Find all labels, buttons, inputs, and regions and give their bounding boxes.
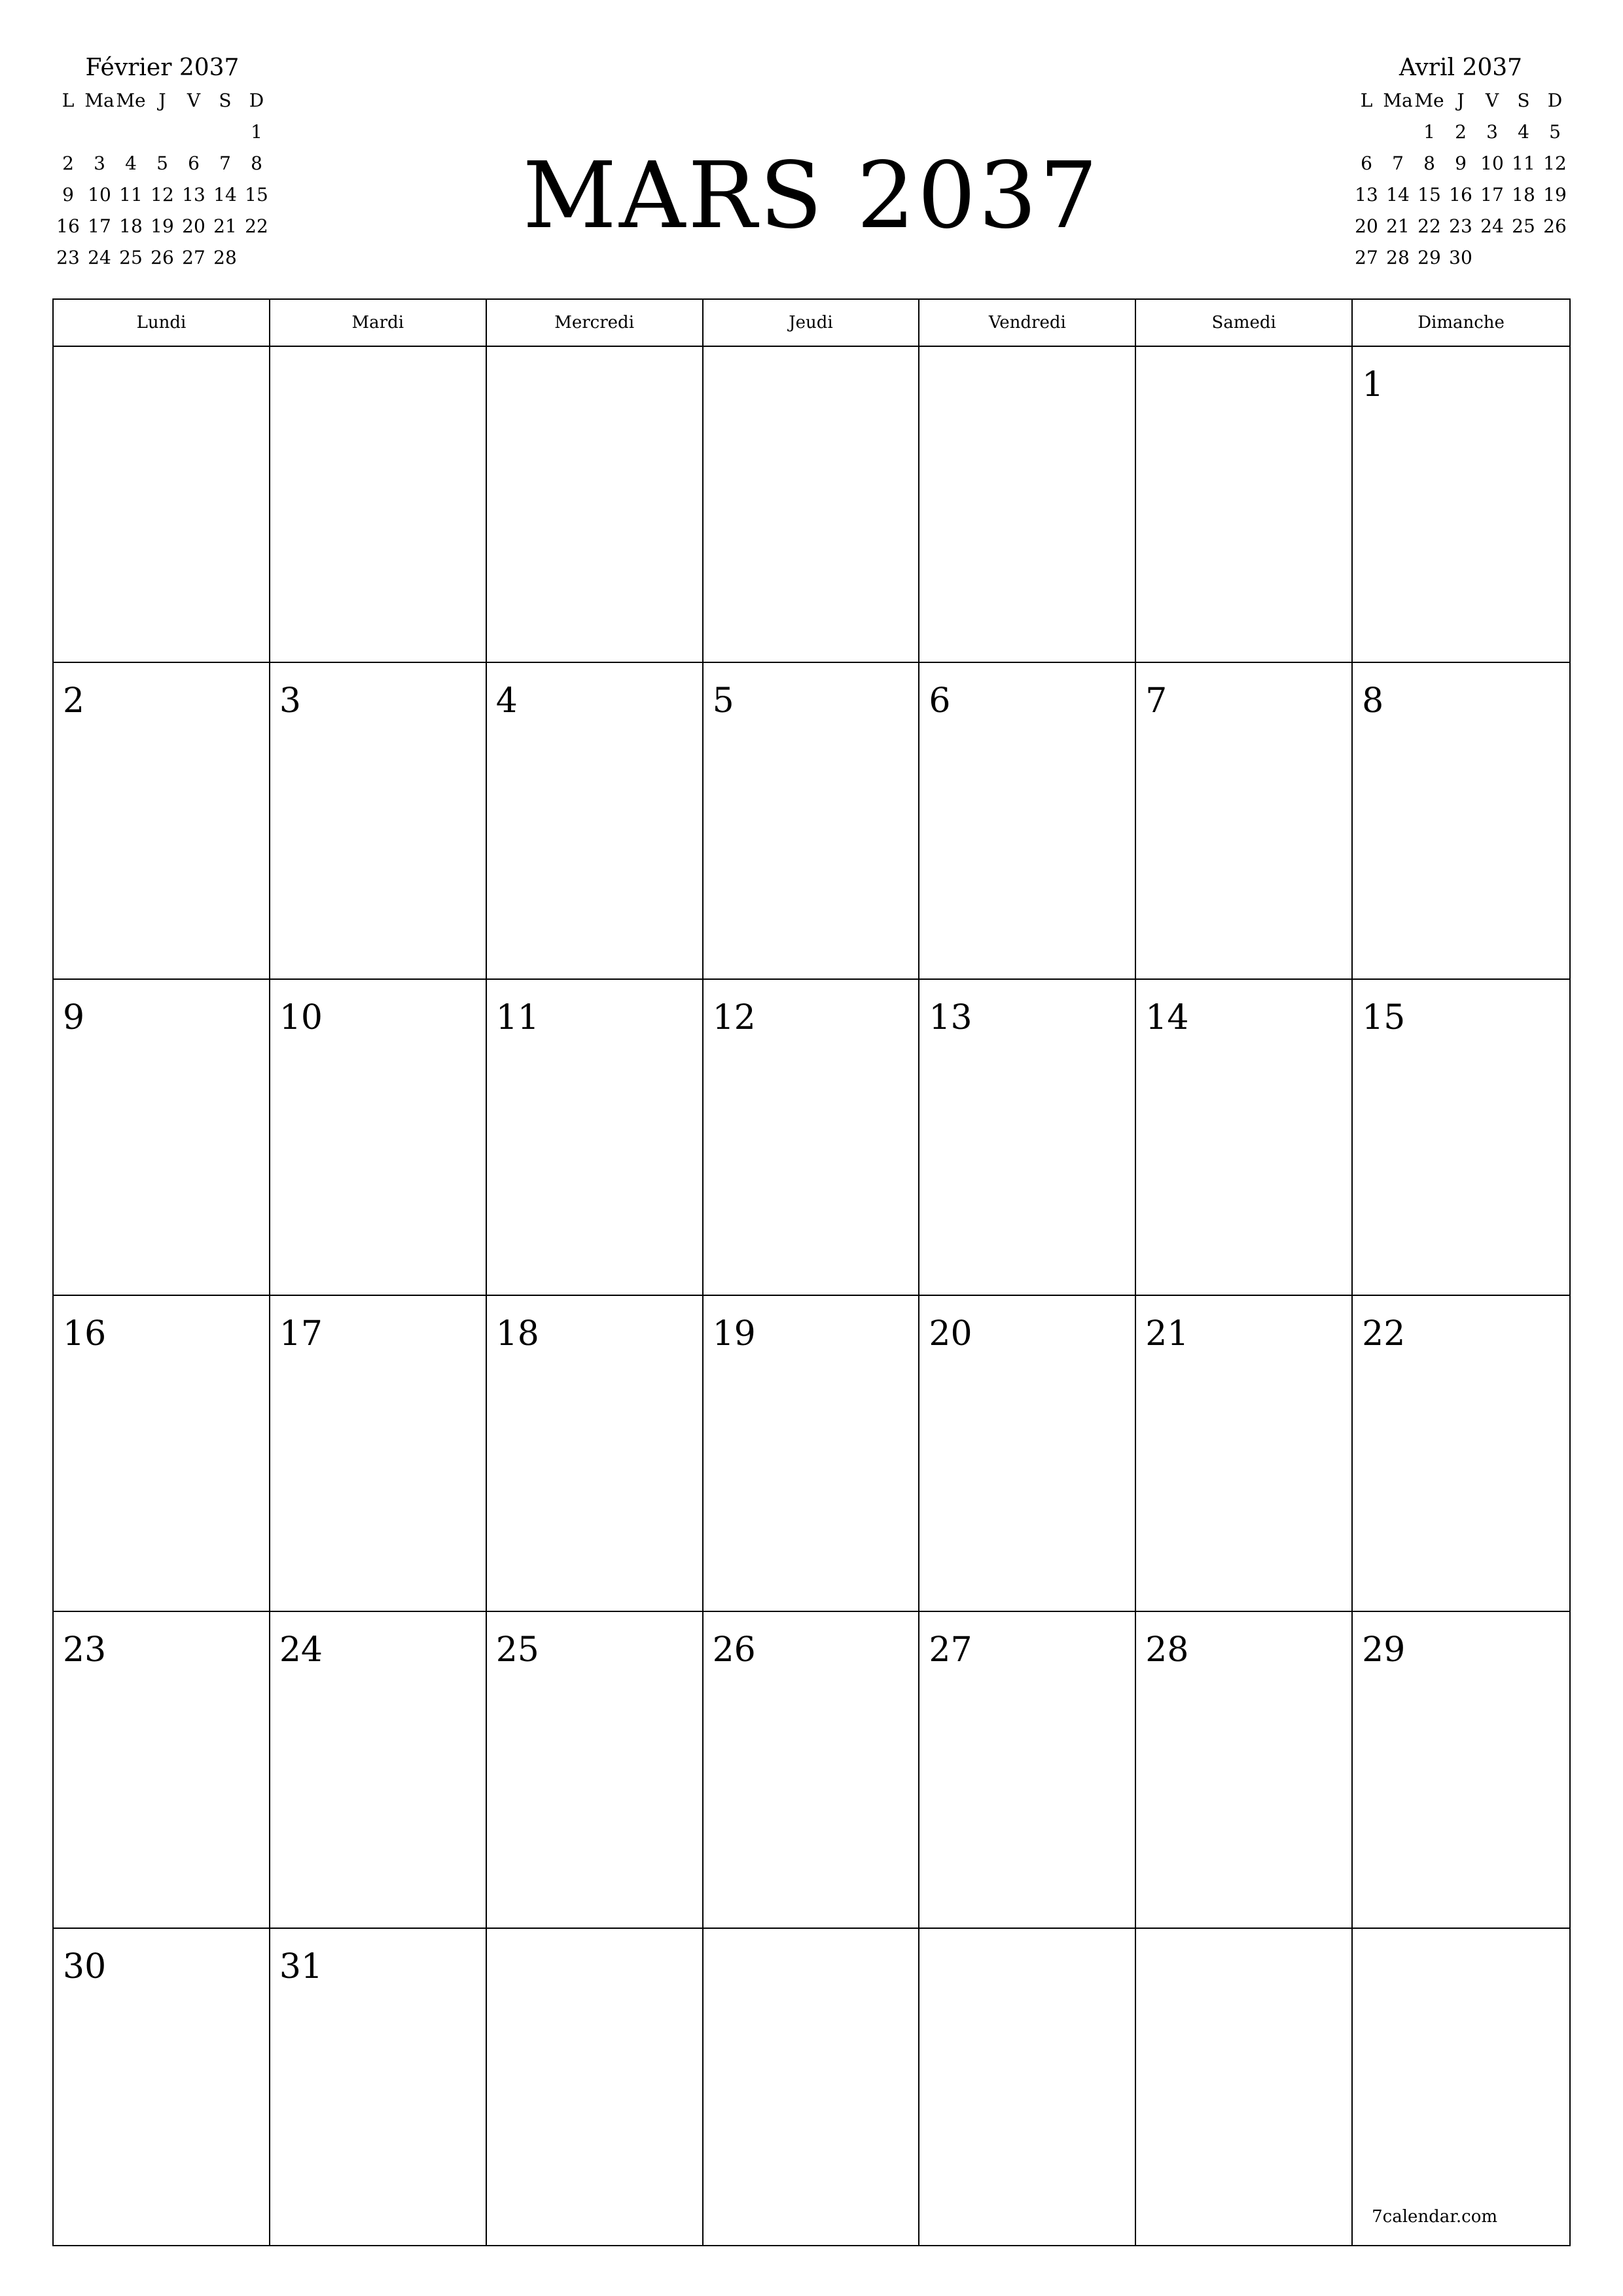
mini-day: 16: [56, 215, 80, 237]
mini-weekday-label: J: [1457, 90, 1465, 111]
day-cell: [487, 1296, 704, 1612]
day-cell: [1136, 1296, 1353, 1612]
day-cell: [270, 1296, 487, 1612]
mini-calendar-prev-title: Février 2037: [85, 54, 240, 81]
day-number: 8: [1362, 681, 1384, 721]
day-number: 24: [279, 1630, 323, 1670]
day-number: 5: [712, 681, 734, 721]
mini-day: 24: [88, 247, 111, 268]
mini-day: 5: [156, 152, 168, 174]
day-cell: [919, 1296, 1136, 1612]
day-cell: [54, 663, 270, 979]
mini-day: [147, 117, 178, 148]
day-cell: [1353, 347, 1569, 663]
mini-day: 19: [1543, 184, 1567, 206]
mini-weekday-label: J: [158, 90, 166, 111]
mini-day: 30: [1449, 247, 1472, 268]
mini-day: 16: [1449, 184, 1472, 206]
mini-day: [115, 117, 147, 148]
day-cell: [704, 980, 920, 1296]
day-number: 21: [1145, 1314, 1189, 1354]
day-cell: [54, 980, 270, 1296]
mini-weekday-label: D: [1547, 90, 1563, 111]
mini-weekday-label: Ma: [84, 90, 115, 111]
day-cell: [704, 1612, 920, 1928]
day-number: 31: [279, 1946, 323, 1986]
mini-day: 18: [1512, 184, 1535, 206]
mini-day: [209, 117, 241, 148]
day-cell: [1353, 980, 1569, 1296]
mini-day: 22: [1418, 215, 1441, 237]
mini-day: 7: [1392, 152, 1404, 174]
day-cell: [919, 663, 1136, 979]
day-number: 12: [712, 997, 756, 1037]
mini-day: 2: [1455, 121, 1467, 143]
day-number: 14: [1145, 997, 1189, 1037]
mini-weekday-label: Me: [116, 90, 146, 111]
weekday-label: Mardi: [270, 300, 487, 346]
weekday-label: Dimanche: [1418, 313, 1505, 332]
day-cell: [54, 1929, 270, 2245]
mini-weekday-label: V: [1485, 90, 1499, 111]
day-cell: [919, 1929, 1136, 2245]
mini-day: 23: [1449, 215, 1472, 237]
day-cell: [704, 1929, 920, 2245]
weekday-label: Samedi: [1136, 300, 1353, 346]
mini-day: [1539, 242, 1571, 274]
mini-day: 10: [1480, 152, 1504, 174]
mini-day: 18: [119, 215, 143, 237]
day-cells: [54, 347, 1569, 2245]
day-cell: [1136, 1612, 1353, 1928]
mini-day: 14: [1386, 184, 1410, 206]
mini-weekday-label: L: [1360, 90, 1373, 111]
day-cell: [1136, 980, 1353, 1296]
day-number: 26: [712, 1630, 756, 1670]
month-grid: [52, 298, 1571, 2246]
mini-day: 14: [213, 184, 237, 206]
day-cell: [54, 347, 270, 663]
day-cell: [487, 1929, 704, 2245]
day-cell: [704, 347, 920, 663]
day-number: 3: [279, 681, 301, 721]
day-number: 1: [1362, 365, 1384, 404]
day-cell: [704, 663, 920, 979]
day-cell: [919, 347, 1136, 663]
mini-day: 8: [1423, 152, 1435, 174]
day-number: 28: [1145, 1630, 1189, 1670]
mini-day: 27: [1355, 247, 1378, 268]
mini-day: 25: [119, 247, 143, 268]
day-number: 22: [1362, 1314, 1406, 1354]
day-number: 27: [929, 1630, 972, 1670]
mini-day: 23: [56, 247, 80, 268]
mini-day: 10: [88, 184, 111, 206]
day-cell: [54, 1296, 270, 1612]
mini-calendar-next: [1351, 51, 1571, 274]
mini-weekday-label: Ma: [1383, 90, 1413, 111]
mini-weekday-label: S: [219, 90, 232, 111]
day-number: 18: [495, 1314, 539, 1354]
mini-calendar-prev-grid: [52, 85, 272, 274]
mini-weekday-label: V: [187, 90, 201, 111]
day-number: 19: [712, 1314, 756, 1354]
day-number: 10: [279, 997, 323, 1037]
mini-day: 6: [1361, 152, 1372, 174]
mini-day: 1: [251, 121, 262, 143]
day-number: 16: [63, 1314, 107, 1354]
weekday-label: Lundi: [54, 300, 270, 346]
day-number: 7: [1145, 681, 1168, 721]
day-cell: [487, 1612, 704, 1928]
mini-day: 5: [1549, 121, 1561, 143]
day-cell: [919, 980, 1136, 1296]
day-cell: [487, 347, 704, 663]
mini-day: 8: [251, 152, 262, 174]
day-cell: [270, 980, 487, 1296]
mini-day: 7: [219, 152, 231, 174]
mini-day: 21: [213, 215, 237, 237]
mini-day: 12: [1543, 152, 1567, 174]
mini-day: [178, 117, 209, 148]
day-cell: [270, 1612, 487, 1928]
day-number: 17: [279, 1314, 323, 1354]
page-title: MARS 2037: [522, 143, 1101, 249]
mini-day: 17: [88, 215, 111, 237]
mini-day: 22: [245, 215, 268, 237]
day-cell: [1353, 1296, 1569, 1612]
mini-day: [84, 117, 115, 148]
day-cell: [1136, 1929, 1353, 2245]
day-cell: [704, 1296, 920, 1612]
mini-day: 9: [62, 184, 74, 206]
mini-day: 12: [151, 184, 174, 206]
mini-calendar-prev: [52, 51, 272, 274]
mini-day: 13: [182, 184, 205, 206]
day-number: 9: [63, 997, 85, 1037]
mini-day: 21: [1386, 215, 1410, 237]
mini-day: 28: [1386, 247, 1410, 268]
day-cell: [487, 980, 704, 1296]
mini-day: 27: [182, 247, 205, 268]
mini-day: [1508, 242, 1539, 274]
day-cell: [270, 347, 487, 663]
mini-calendar-next-title: Avril 2037: [1399, 54, 1523, 81]
weekday-header: [54, 300, 1569, 347]
day-cell: [919, 1612, 1136, 1928]
day-number: 23: [63, 1630, 107, 1670]
day-number: 25: [495, 1630, 539, 1670]
weekday-label: Jeudi: [704, 300, 920, 346]
weekday-label: Mercredi: [487, 300, 704, 346]
day-number: 4: [495, 681, 518, 721]
mini-day: 17: [1480, 184, 1504, 206]
mini-calendar-next-grid: [1351, 85, 1571, 274]
mini-day: 4: [125, 152, 137, 174]
mini-day: 3: [1486, 121, 1498, 143]
day-number: 13: [929, 997, 972, 1037]
mini-day: 15: [245, 184, 268, 206]
mini-day: 6: [188, 152, 200, 174]
mini-day: 11: [1512, 152, 1535, 174]
mini-day: [52, 117, 84, 148]
day-cell: [1353, 663, 1569, 979]
weekday-label: Vendredi: [919, 300, 1136, 346]
mini-day: [1382, 117, 1414, 148]
day-cell: [1353, 1612, 1569, 1928]
mini-day: 20: [1355, 215, 1378, 237]
day-cell: [1353, 1929, 1569, 2245]
day-cell: [270, 1929, 487, 2245]
day-number: 20: [929, 1314, 972, 1354]
mini-day: 3: [94, 152, 105, 174]
day-number: 30: [63, 1946, 107, 1986]
day-cell: [487, 663, 704, 979]
footer-brand: 7calendar.com: [1372, 2207, 1497, 2227]
mini-day: 24: [1480, 215, 1504, 237]
day-number: 11: [495, 997, 539, 1037]
day-cell: [270, 663, 487, 979]
mini-day: 2: [62, 152, 74, 174]
mini-day: 19: [151, 215, 174, 237]
mini-weekday-label: D: [249, 90, 264, 111]
day-cell: [1136, 347, 1353, 663]
day-number: 2: [63, 681, 85, 721]
mini-day: 20: [182, 215, 205, 237]
mini-day: 26: [151, 247, 174, 268]
day-number: 6: [929, 681, 951, 721]
mini-day: 28: [213, 247, 237, 268]
mini-day: [241, 242, 272, 274]
mini-day: 25: [1512, 215, 1535, 237]
day-number: 15: [1362, 997, 1406, 1037]
day-cell: [54, 1612, 270, 1928]
day-cell: [1136, 663, 1353, 979]
day-number: 29: [1362, 1630, 1406, 1670]
mini-day: 4: [1518, 121, 1529, 143]
mini-day: [1476, 242, 1508, 274]
mini-day: 15: [1418, 184, 1441, 206]
mini-day: 1: [1423, 121, 1435, 143]
mini-day: 26: [1543, 215, 1567, 237]
mini-weekday-label: L: [62, 90, 75, 111]
mini-day: 13: [1355, 184, 1378, 206]
mini-day: 29: [1418, 247, 1441, 268]
mini-weekday-label: S: [1517, 90, 1530, 111]
mini-day: 11: [119, 184, 143, 206]
mini-weekday-label: Me: [1414, 90, 1444, 111]
mini-day: [1351, 117, 1382, 148]
mini-day: 9: [1455, 152, 1467, 174]
